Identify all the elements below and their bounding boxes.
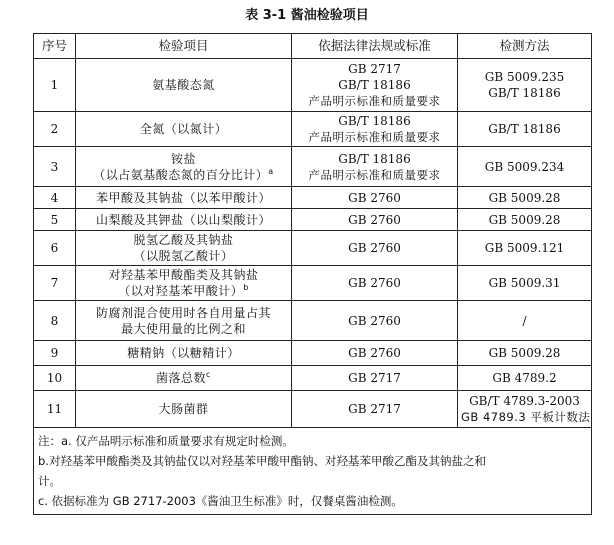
basis-cell [292,209,458,231]
item-cell [76,187,292,209]
basis-line: GB 2760 [348,276,401,290]
method-line: GB 5009.28 [488,346,561,360]
row-number-cell [34,231,76,266]
row-number: 4 [50,190,59,205]
table-row [34,301,592,341]
note-b-cont: 计。 [38,474,61,488]
basis-line: GB 2760 [348,212,401,227]
method-line: GB/T 18186 [488,86,561,100]
note-b: b.对羟基苯甲酸酯类及其钠盐仅以对羟基苯甲酸甲酯钠、对羟基苯甲酸乙酯及其钠盐之和 [38,454,486,468]
basis-cell [292,341,458,366]
item-cell [76,391,292,428]
method-cell [458,209,592,231]
row-number: 7 [50,276,59,290]
item-name-line: 糖精钠（以糖精计） [127,346,240,360]
row-number-cell [34,301,76,341]
item-cell [76,266,292,301]
method-cell [458,147,592,187]
item-cell [76,209,292,231]
method-cell [458,112,592,147]
method-line: GB 5009.235 [484,70,565,84]
basis-cell [292,147,458,187]
row-number: 5 [50,212,59,227]
basis-cell [292,59,458,112]
row-number: 2 [50,122,59,136]
item-name-line-wrap [79,370,288,386]
method-cell [458,341,592,366]
table-row [34,366,592,391]
item-cell [76,301,292,341]
item-name-line: 苯甲酸及其钠盐（以苯甲酸计） [95,190,271,205]
method-line: GB 5009.28 [488,190,561,205]
item-name-line: 铵盐 [170,151,196,166]
basis-line: GB/T 18186 [338,114,411,128]
item-name-line: 菌落总数 [156,371,207,385]
footnote-marker: b [243,283,249,292]
basis-line: GB 2717 [348,402,401,416]
method-line: GB 4789.3 平板计数法 [461,410,591,424]
item-name-line: （以对羟基苯甲酸计） [118,284,244,298]
item-cell [76,112,292,147]
item-cell [76,366,292,391]
item-name-line-wrap [79,167,288,183]
item-name-line: 大肠菌群 [158,402,209,416]
row-number: 9 [50,346,59,360]
table-row [34,341,592,366]
basis-line: GB 2760 [348,241,401,255]
header-basis: 依据法律法规或标准 [292,34,458,59]
inspection-items-table [33,33,592,515]
method-cell [458,187,592,209]
note-a: 注：a. 仅产品明示标准和质量要求有规定时检测。 [38,434,294,448]
table-row [34,266,592,301]
method-line: GB 5009.31 [488,276,561,290]
row-number-cell [34,341,76,366]
method-cell [458,266,592,301]
note-c: c. 依据标准为 GB 2717-2003《酱油卫生标准》时，仅餐桌酱油检测。 [38,494,403,508]
item-name-line-wrap [79,283,288,299]
basis-line: GB 2717 [348,62,401,76]
header-method: 检测方法 [458,34,592,59]
basis-cell [292,391,458,428]
method-cell [458,59,592,112]
basis-cell [292,231,458,266]
method-line: GB 5009.121 [484,241,565,255]
row-number-cell [34,59,76,112]
item-cell [76,147,292,187]
item-name-line: 对羟基苯甲酸酯类及其钠盐 [108,268,259,282]
row-number: 11 [46,402,63,416]
method-line: GB 5009.234 [484,159,565,174]
method-line: GB 5009.28 [488,212,561,227]
table-row [34,391,592,428]
table-row [34,59,592,112]
row-number-cell [34,209,76,231]
item-name-line: 脱氢乙酸及其钠盐 [133,233,234,247]
item-name-line: 全氮（以氮计） [139,122,228,136]
basis-line: GB 2717 [348,371,401,385]
basis-cell [292,301,458,341]
basis-line: GB 2760 [348,346,401,360]
notes-cell [34,428,592,515]
item-name-line: 最大使用量的比例之和 [120,321,246,336]
method-line: GB 4789.2 [492,371,557,385]
footnote-marker: a [268,166,274,176]
table-row [34,187,592,209]
table-row [34,112,592,147]
basis-line: GB 2760 [348,190,401,205]
row-number-cell [34,391,76,428]
method-cell [458,301,592,341]
row-number: 6 [50,241,59,255]
basis-cell [292,112,458,147]
item-cell [76,59,292,112]
item-cell [76,231,292,266]
basis-line: 产品明示标准和质量要求 [308,130,441,144]
row-number-cell [34,112,76,147]
item-name-line: 防腐剂混合使用时各自用量占其 [95,305,271,320]
row-number: 1 [50,78,59,92]
table-row [34,231,592,266]
basis-line: GB/T 18186 [338,151,411,166]
notes-row [34,428,592,515]
item-cell [76,341,292,366]
method-line: GB/T 4789.3-2003 [469,394,580,408]
table-header-row [34,34,592,59]
row-number-cell [34,266,76,301]
header-item: 检验项目 [76,34,292,59]
method-cell [458,231,592,266]
basis-cell [292,366,458,391]
item-name-line: 山梨酸及其钾盐（以山梨酸计） [95,212,271,227]
item-name-line: （以脱氢乙酸计） [133,249,234,263]
row-number-cell [34,366,76,391]
table-row [34,147,592,187]
footnote-marker: c [206,370,211,379]
row-number: 10 [46,371,63,385]
table-row [34,209,592,231]
table-title: 表 3-1 酱油检验项目 [245,8,369,23]
basis-line: GB/T 18186 [338,78,411,92]
basis-cell [292,187,458,209]
row-number: 3 [50,159,59,174]
basis-cell [292,266,458,301]
method-cell [458,366,592,391]
basis-line: GB 2760 [348,313,401,328]
method-cell [458,391,592,428]
method-line: GB/T 18186 [488,122,561,136]
basis-line: 产品明示标准和质量要求 [308,94,441,108]
item-name-line: 氨基酸态氮 [152,78,215,92]
row-number: 8 [50,313,59,328]
method-line: / [522,313,527,328]
row-number-cell [34,187,76,209]
basis-line: 产品明示标准和质量要求 [308,167,441,182]
row-number-cell [34,147,76,187]
header-no: 序号 [34,34,76,59]
item-name-line: （以占氨基酸态氮的百分比计） [93,167,269,182]
